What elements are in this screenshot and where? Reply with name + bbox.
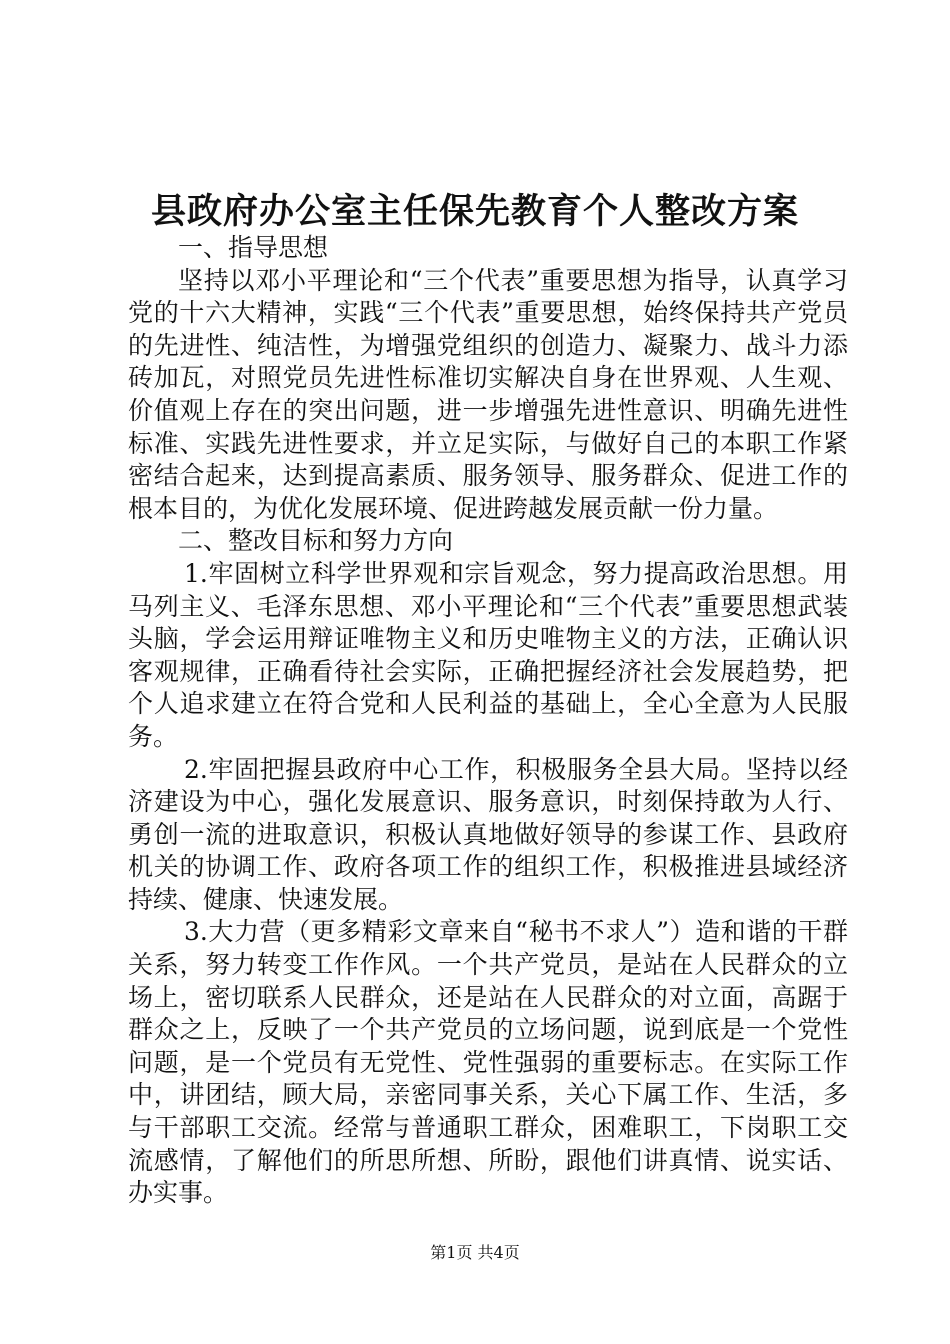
paragraph-item-2: 2.牢固把握县政府中心工作，积极服务全县大局。坚持以经济建设为中心，强化发展意识、服务意识，时刻保持敢为人行、勇创一流的进取意识，积极认真地做好领导的参谋工作、县政府机关的协调工作、政府各项工作的组织工作，积极推进县域经济持续、健康、快速发展。 xyxy=(128,754,848,914)
paragraph-guiding-ideology: 坚持以邓小平理论和“三个代表”重要思想为指导，认真学习党的十六大精神，实践“三个代表”重要思想，始终保持共产党员的先进性、纯洁性，为增强党组织的创造力、凝聚力、战斗力添砖加瓦，对照党员先进性标准切实解决自身在世界观、人生观、价值观上存在的突出问题，进一步增强先进性意识、明确先进性标准、实践先进性要求，并立足实际，与做好自己的本职工作紧密结合起来，达到提高素质、服务领导、服务群众、促进工作的根本目的，为优化发展环境、促进跨越发展贡献一份力量。 xyxy=(128,265,848,523)
document-title: 县政府办公室主任保先教育个人整改方案 xyxy=(150,191,799,232)
paragraph-item-1: 1.牢固树立科学世界观和宗旨观念，努力提高政治思想。用马列主义、毛泽东思想、邓小平理论和“三个代表”重要思想武装头脑，学会运用辩证唯物主义和历史唯物主义的方法，正确认识客观规律，正确看待社会实际，正确把握经济社会发展趋势，把个人追求建立在符合党和人民利益的基础上，全心全意为人民服务。 xyxy=(128,558,848,751)
page-number-footer: 第1页 共4页 xyxy=(430,1243,520,1262)
paragraph-item-3: 3.大力营（更多精彩文章来自“秘书不求人”）造和谐的干群关系，努力转变工作作风。一个共产党员，是站在人民群众的立场上，密切联系人民群众，还是站在人民群众的对立面，高踞于群众之上，反映了一个共产党员的立场问题，说到底是一个党性问题，是一个党员有无党性、党性强弱的重要标志。在实际工作中，讲团结，顾大局，亲密同事关系，关心下属工作、生活，多与干部职工交流。经常与普通职工群众，困难职工，下岗职工交流感情，了解他们的所思所想、所盼，跟他们讲真情、说实话、办实事。 xyxy=(128,917,848,1208)
document-body xyxy=(128,232,848,1210)
section-heading-guiding-ideology: 一、指导思想 xyxy=(178,233,329,262)
section-heading-rectification-goals: 二、整改目标和努力方向 xyxy=(178,526,454,556)
